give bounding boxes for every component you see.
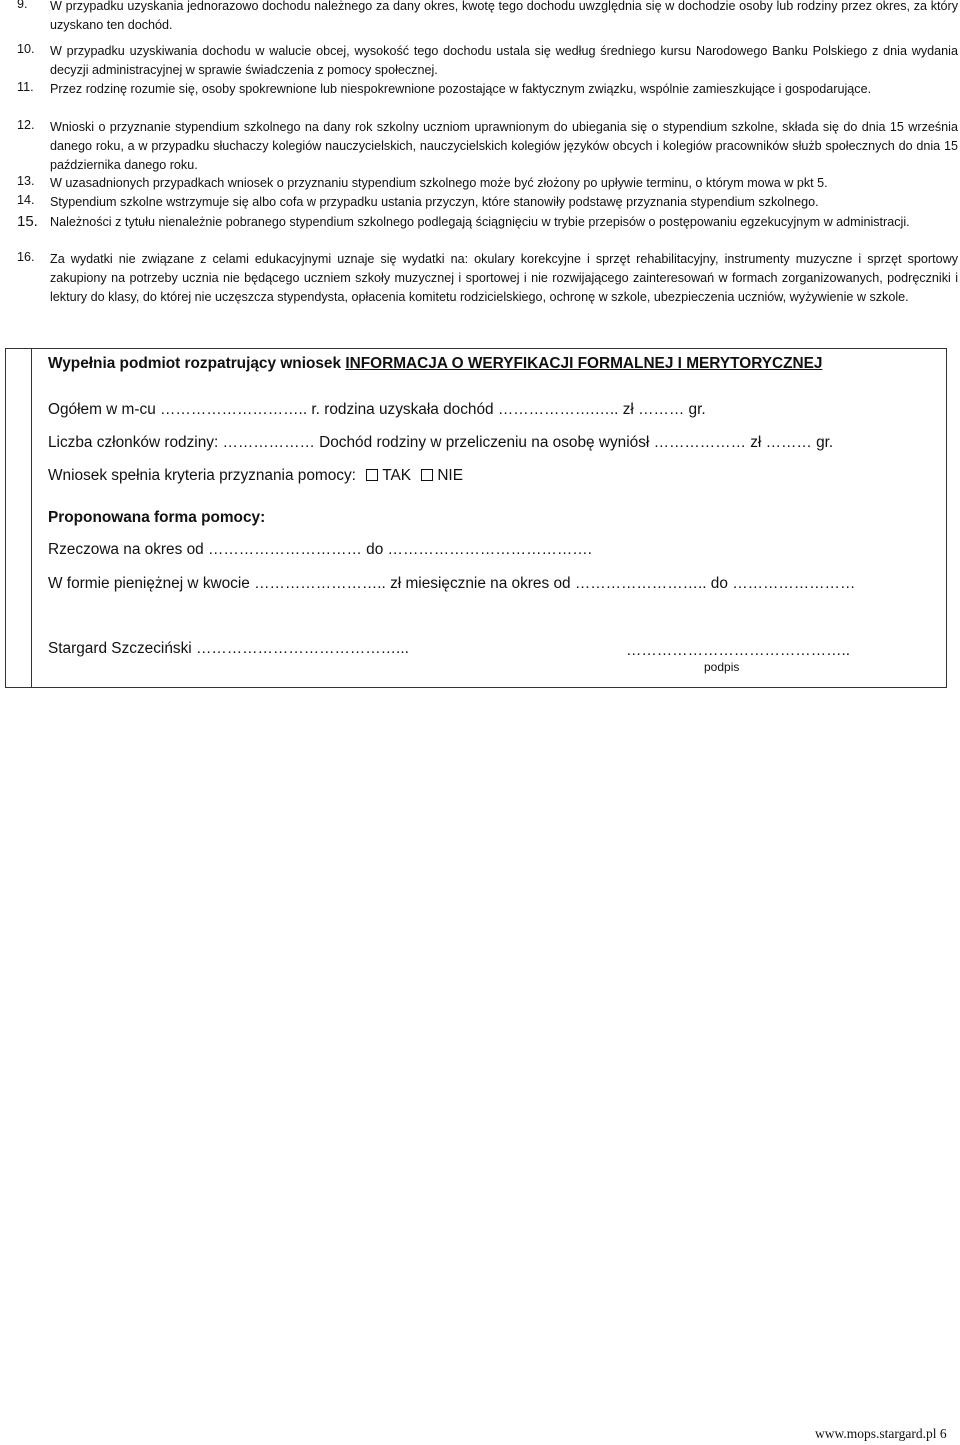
clause-number: 9. bbox=[17, 0, 28, 11]
option-yes-label: TAK bbox=[382, 467, 412, 484]
clause-text: Stypendium szkolne wstrzymuje się albo cofa w przypadku ustania przyczyn, które stanowiły podstawę przyznania stypendium szkolnego. bbox=[50, 195, 819, 209]
box-bottom-extension bbox=[5, 687, 31, 688]
signature-label: podpis bbox=[704, 660, 740, 674]
place-line: Stargard Szczeciński …………………………………... bbox=[48, 640, 409, 657]
criteria-label: Wniosek spełnia kryteria przyznania pomocy: bbox=[48, 467, 356, 484]
clause-number: 11. bbox=[17, 80, 34, 94]
footer-url-page: www.mops.stargard.pl 6 bbox=[815, 1426, 947, 1441]
box-top-extension bbox=[5, 348, 31, 349]
clause-text: W uzasadnionych przypadkach wniosek o przyznaniu stypendium szkolnego może być złożony po upływie terminu, o którym mowa w pkt 5. bbox=[50, 176, 828, 190]
income-line: Ogółem w m-cu ……………………….. r. rodzina uzyskała dochód ……………….….. zł ……… gr. bbox=[48, 401, 706, 418]
clause-number: 12. bbox=[17, 118, 35, 132]
clause-number: 14. bbox=[17, 193, 35, 207]
clause-text: W przypadku uzyskania jednorazowo dochodu należnego za dany okres, kwotę tego dochodu uwzględnia się w dochodzie osoby lub rodziny przez okres, za który uzyskano ten dochód. bbox=[50, 0, 958, 32]
clause-number: 15. bbox=[17, 213, 38, 230]
heading-main: INFORMACJA O WERYFIKACJI FORMALNEJ I MERYTORYCZNEJ bbox=[345, 355, 823, 372]
clause-text: Przez rodzinę rozumie się, osoby spokrewnione lub niespokrewnione pozostające w faktycznym związku, wspólnie zamieszkujące i gospodarujące. bbox=[50, 82, 872, 96]
checkbox-yes[interactable] bbox=[366, 469, 378, 481]
option-no-label: NIE bbox=[437, 467, 463, 484]
criteria-row bbox=[48, 467, 463, 485]
clause-text: W przypadku uzyskiwania dochodu w walucie obcej, wysokość tego dochodu ustala się według średniego kursu Narodowego Banku Polskiego z dnia wydania decyzji administracyjnej w sprawie świadczenia z pomocy społecznej. bbox=[50, 44, 958, 77]
heading-prefix: Wypełnia podmiot rozpatrujący wniosek bbox=[48, 355, 346, 372]
clause-number: 10. bbox=[17, 42, 35, 56]
box-outer-left-rule bbox=[5, 348, 6, 688]
clause-text: Należności z tytułu nienależnie pobranego stypendium szkolnego podlegają ściągnięciu w trybie przepisów o postępowaniu egzekucyjnym w administracji. bbox=[50, 215, 910, 229]
checkbox-no[interactable] bbox=[421, 469, 433, 481]
cash-aid-line: W formie pieniężnej w kwocie …………………….. zł miesięcznie na okres od …………………….. do …………………… bbox=[48, 575, 856, 592]
signature-line: …………………………………….. bbox=[626, 642, 851, 659]
verification-heading bbox=[48, 355, 822, 373]
proposed-form-title: Proponowana forma pomocy: bbox=[48, 509, 266, 526]
clause-text: Za wydatki nie związane z celami edukacyjnymi uznaje się wydatki na: okulary korekcyjne i sprzęt rehabilitacyjny, instrumenty muzyczne i sprzęt sportowy zakupiony na potrzeby ucznia nie będącego uczniem szkoły muzycznej i sportowej i nie rozwijającego zainteresowań w formach zorganizowanych, podręczniki i lektury do klasy, do której nie uczęszcza stypendysta, opłacenia komitetu rodzicielskiego, ochronę w szkole, ubezpieczenia uczniów, wyżywienie w szkole. bbox=[50, 252, 958, 304]
clause-text: Wnioski o przyznanie stypendium szkolnego na dany rok szkolny uczniom uprawnionym do ubiegania się o stypendium szkolne, składa się do dnia 15 września danego roku, a w przypadku słuchaczy kolegiów nauczycielskich, nauczycielskich kolegiów języków obcych i kolegiów pracowników służb społecznych do dnia 15 października danego roku. bbox=[50, 120, 958, 172]
material-aid-line: Rzeczowa na okres od ………………………… do …………………………………. bbox=[48, 541, 592, 558]
clause-number: 13. bbox=[17, 174, 35, 188]
clause-number: 16. bbox=[17, 250, 35, 264]
members-line: Liczba członków rodziny: ……………… Dochód rodziny w przeliczeniu na osobę wyniósł ……………… zł ……… gr. bbox=[48, 434, 834, 451]
